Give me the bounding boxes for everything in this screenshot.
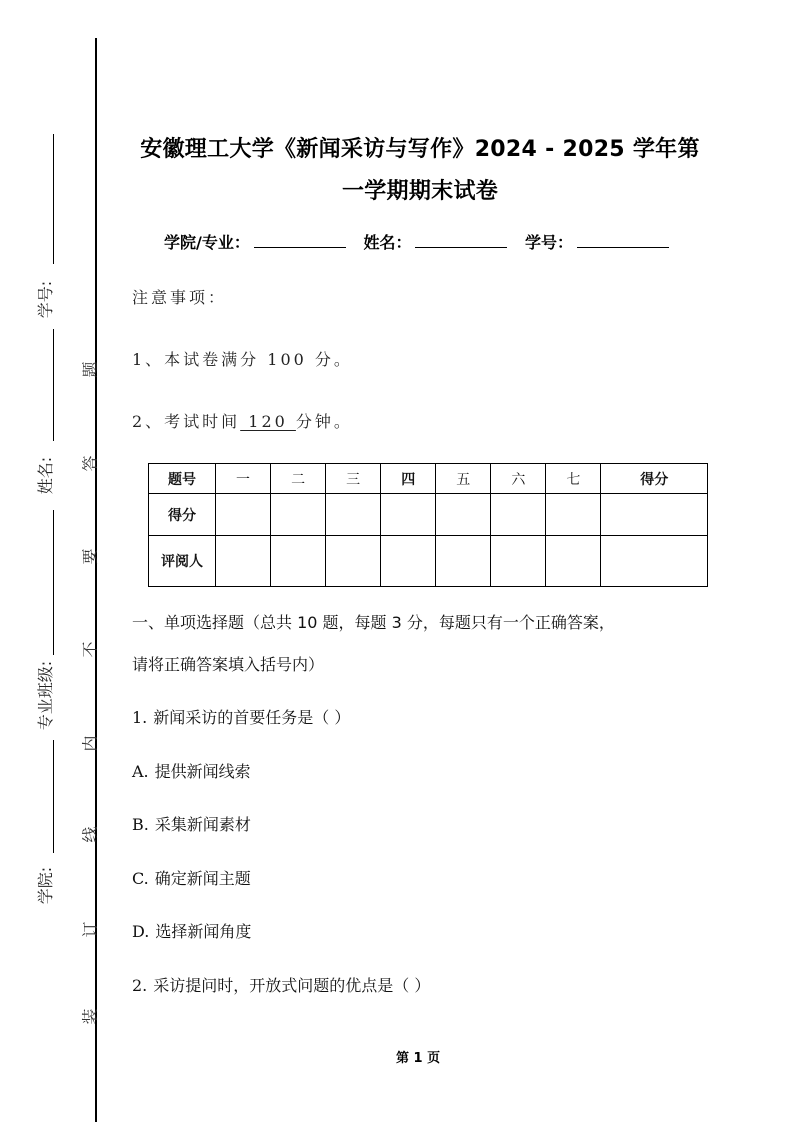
college-field-line[interactable] [53,740,54,853]
option-letter: A. [132,762,149,781]
section1-heading-line2: 请将正确答案填入括号内） [132,655,325,674]
option-letter: D. [132,922,150,941]
row-label: 评阅人 [149,536,216,587]
reviewer-cell[interactable] [271,536,326,587]
score-cell[interactable] [271,494,326,536]
score-row [149,494,708,536]
notice-item-2-suffix: 分钟。 [295,412,353,431]
name-blank[interactable] [415,233,507,248]
seal-char: 装 [80,1008,100,1025]
score-table [148,463,708,587]
header-cell: 七 [546,464,601,494]
header-cell: 六 [491,464,546,494]
page-number: 第 1 页 [396,1051,441,1066]
reviewer-cell[interactable] [436,536,491,587]
option-text: 选择新闻角度 [155,922,252,941]
name-label: 姓名: [36,456,56,495]
option-d[interactable] [132,919,251,942]
seal-char: 要 [80,548,100,565]
header-cell: 三 [326,464,381,494]
header-cell: 一 [216,464,271,494]
option-letter: B. [132,815,149,834]
option-letter: C. [132,869,149,888]
reviewer-row [149,536,708,587]
question-1 [132,705,350,728]
exam-title-line2: 一学期期末试卷 [341,179,499,204]
question-2 [132,973,430,996]
question-text: 新闻采访的首要任务是（ ） [153,708,351,727]
score-table-header-row [149,464,708,494]
score-cell[interactable] [601,494,708,536]
student-id-label: 学号: [36,280,56,319]
section1-heading-line1: 一、单项选择题（总共 10 题，每题 3 分，每题只有一个正确答案， [132,613,615,632]
score-cell[interactable] [216,494,271,536]
seal-char: 不 [80,641,100,658]
student-id-field-line[interactable] [53,134,54,264]
header-cell: 二 [271,464,326,494]
score-cell[interactable] [381,494,436,536]
header-cell: 得分 [601,464,708,494]
reviewer-cell[interactable] [326,536,381,587]
reviewer-cell[interactable] [546,536,601,587]
option-text: 采集新闻素材 [154,815,251,834]
exam-duration-value: 120 [240,412,296,431]
option-text: 确定新闻主题 [154,869,251,888]
notice-item-1: 1、本试卷满分 100 分。 [132,350,353,369]
notice-item-2 [132,409,353,432]
reviewer-cell[interactable] [601,536,708,587]
exam-title-line1: 安徽理工大学《新闻采访与写作》2024 - 2025 学年第 [140,137,700,162]
college-major-blank[interactable] [254,233,346,248]
score-cell[interactable] [546,494,601,536]
notice-heading: 注意事项： [132,288,228,307]
header-cell: 四 [381,464,436,494]
reviewer-cell[interactable] [381,536,436,587]
score-cell[interactable] [326,494,381,536]
seal-char: 内 [80,735,100,752]
college-major-label: 学院/专业： [164,233,250,252]
class-label: 专业班级: [36,660,56,731]
header-cell: 五 [436,464,491,494]
question-number: 2. [132,976,148,995]
header-cell: 题号 [149,464,216,494]
option-a[interactable] [132,759,251,782]
seal-char: 题 [80,361,100,378]
score-cell[interactable] [491,494,546,536]
class-field-line[interactable] [53,510,54,655]
seal-char: 答 [80,455,100,472]
option-c[interactable] [132,866,251,889]
option-b[interactable] [132,812,251,835]
info-name-label: 姓名： [363,233,412,252]
student-info-row [164,230,681,253]
reviewer-cell[interactable] [216,536,271,587]
reviewer-cell[interactable] [491,536,546,587]
score-cell[interactable] [436,494,491,536]
college-label: 学院: [36,866,56,905]
option-text: 提供新闻线索 [154,762,251,781]
info-student-id-label: 学号： [525,233,574,252]
question-text: 采访提问时，开放式问题的优点是（ ） [153,976,431,995]
binding-line [95,38,97,1122]
student-id-blank[interactable] [577,233,669,248]
notice-item-2-prefix: 2、考试时间 [132,412,241,431]
seal-char: 线 [80,826,100,843]
question-number: 1. [132,708,148,727]
seal-char: 订 [80,921,100,938]
row-label: 得分 [149,494,216,536]
name-field-line[interactable] [53,329,54,441]
